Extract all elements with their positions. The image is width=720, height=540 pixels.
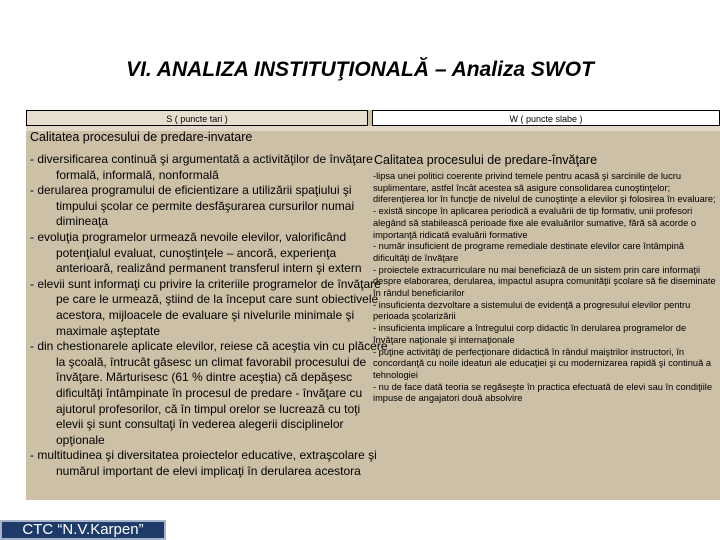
strengths-list [30,152,388,479]
strength-item: - diversificarea continuă şi argumentată a activităţilor de învăţare formală, informală, nonformală [30,152,373,182]
weakness-item: - insuficienta dezvoltare a sistemului de evidenţă a progresului elevilor pentru perioada şcolarizării [373,299,691,322]
strength-item: - din chestionarele aplicate elevilor, reiese că aceştia vin cu plăcere la şcoală, întrucât găsesc un climat favorabil procesului de învăţare. Mărturisesc (61 % dintre aceştia) că depăşesc dificultăţi întâmpinate în procesul de predare - învăţare cu ajutorul profesorilor, că în timpul orelor se lucrează cu toţi elevii şi sunt consultaţi în vederea alegerii disciplinelor opţionale [30,339,388,447]
strength-item: - multitudinea şi diversitatea proiectelor educative, extraşcolare şi numărul important de elevi implicaţi în derularea acestora [30,448,377,478]
swot-table [26,110,720,500]
weakness-item: - insuficienta implicare a întregului corp didactic în derularea programelor de învăţare naţionale şi internaţionale [373,323,687,345]
strengths-header: S ( puncte tari ) [26,110,368,126]
strength-item: - evoluţia programelor urmează nevoile elevilor, valorificând potenţialul evaluat, cunoştinţele – ancoră, experienţa anterioară, realizând permanent transferul intern şi extern [30,229,362,276]
weakness-item: - număr insuficient de programe remediale destinate elevilor care întâmpină dificultăţi de învăţare [373,241,685,263]
slide-title: VI. ANALIZA INSTITUŢIONALĂ – Analiza SWOT [126,58,594,81]
weaknesses-header: W ( puncte slabe ) [372,110,720,126]
weakness-item: - există sincope în aplicarea periodică a evaluării de tip formativ, unii profesori alegând să stabilească perioade fixe ale evaluărilor sumative, fără să acorde o importanţă ridicată evaluării formative [373,206,696,240]
strengths-section-heading: Calitatea procesului de predare-invatare [30,130,253,144]
strength-item: - elevii sunt informaţi cu privire la criteriile programelor de învăţare pe care le urmează, ştiind de la început care sunt obiectivele acestora, mijloacele de evaluare şi nivelurile minimale şi maximale aşteptate [30,276,381,338]
weakness-item: - proiectele extracurriculare nu mai beneficiază de un sistem prin care informaţii despre elaborarea, derularea, impactul asupra comunităţii şcolare să fie diseminate în rândul beneficiarilor [373,264,716,299]
weakness-item: - puţine activităţi de perfecţionare didactică în rândul maiştrilor instructori, în concordanţă cu noile ideaturi ale educaţiei şi cu modernizarea rapidă şi continuă a tehnologiei [373,346,711,380]
weakness-item: - nu de face dată teoria se regăseşte în practica efectuată de elevi sau în condiţiile impuse de angajatori două absolvire [373,381,713,404]
weakness-item: -lipsa unei politici coerente privind temele pentru acasă şi sarcinile de lucru suplimentare, astfel încât acestea să asigure consolidarea cunoştinţelor; diferenţierea lor în funcţie de nivelul de cunoştinţe a elevilor şi folosirea în evaluare; [373,171,716,205]
weaknesses-list [373,171,719,405]
footer-school-badge: CTC “N.V.Karpen” [0,520,166,540]
strength-item: - derularea programului de eficientizare a utilizării spaţiului şi timpului şcolar ce permite desfăşurarea cursurilor numai dimineaţa [30,183,355,229]
weaknesses-section-heading: Calitatea procesului de predare-învăţare [374,153,598,167]
